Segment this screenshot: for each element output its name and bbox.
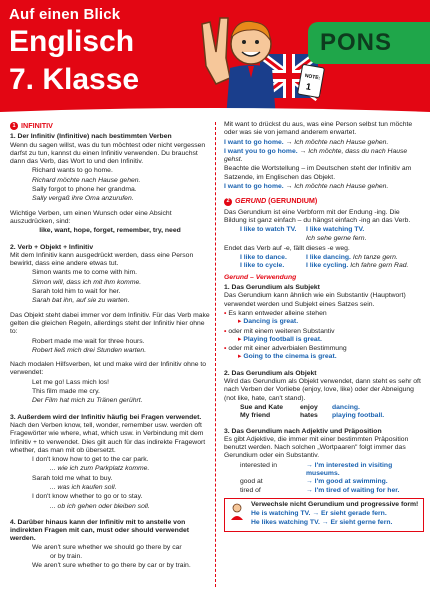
example-translation: Robert ließ mich drei Stunden warten. xyxy=(32,346,147,354)
note-card-text: NOTE: xyxy=(304,72,321,82)
paragraph: Nach modalen Hilfsverben, let und make wird der Infinitiv ohne to verwendet: xyxy=(10,361,207,377)
note-box xyxy=(224,498,424,532)
section-number: 1 xyxy=(10,122,18,130)
example: Playing football is great. xyxy=(243,335,322,343)
paragraph: Wenn du sagen willst, was du tun möchtest oder nicht vergessen darfst zu tun, kannst du einen Infinitiv verwenden. Du brauchst dann das Verb, das Wort to und den Infinitiv. xyxy=(10,141,206,166)
subheading: 2. Das Gerundium als Objekt xyxy=(224,369,317,377)
note-title: Verwechsle nicht Gerundium und progressive form! xyxy=(251,500,419,508)
subheading: 1. Der Infinitiv (Infinitive) nach bestimmten Verben xyxy=(10,133,172,141)
example-translation: Ich sehe gerne fern. xyxy=(306,234,367,242)
example: We aren't sure whether to go there by car or by train. xyxy=(32,562,191,570)
header-banner xyxy=(0,0,430,118)
paragraph: Das Objekt steht dabei immer vor dem Infinitiv. Für das Verb make gelten die gleichen Regeln, allerdings steht der Infinitiv hier ohne to: xyxy=(10,311,210,336)
example: Robert made me wait for three hours. xyxy=(32,337,145,345)
example-translation: Sally vergaß ihre Oma anzurufen. xyxy=(32,195,134,203)
pons-logo: PONS xyxy=(308,22,430,64)
note-example: He likes watching TV. → Er sieht gerne fern. xyxy=(251,519,393,527)
example: I like to cycle. xyxy=(240,262,285,270)
example-translation: ... wie ich zum Parkplatz komme. xyxy=(50,465,150,473)
subheading: 2. Verb + Objekt + Infinitiv xyxy=(10,243,94,251)
example-translation: → Ich möchte nach Hause gehen. xyxy=(285,183,389,191)
example: I like dancing. xyxy=(306,254,351,262)
example-verb: hates xyxy=(300,412,318,420)
example: Richard wants to go home. xyxy=(32,167,113,175)
section-title: GERUND xyxy=(235,196,267,206)
example-verb: enjoy xyxy=(300,403,318,411)
subheading: 4. Darüber hinaus kann der Infinitiv mit to anstelle von indirekten Fragen mit can, must oder should verwendet werden. xyxy=(10,518,190,543)
example-table xyxy=(224,462,424,495)
example: Sarah told him to wait for her. xyxy=(32,288,121,296)
example: Simon wants me to come with him. xyxy=(32,269,138,277)
example-table xyxy=(224,404,424,421)
subheading: 3. Das Gerundium nach Adjektiv und Präposition xyxy=(224,427,382,435)
verb-list: like, want, hope, forget, remember, try, need xyxy=(39,227,181,235)
example: Going to the cinema is great. xyxy=(243,353,337,361)
example-translation: Richard möchte nach Hause gehen. xyxy=(32,176,141,184)
example: → I'm tired of waiting for her. xyxy=(306,486,400,494)
right-column xyxy=(224,118,424,587)
word-pair: interested in xyxy=(240,461,278,469)
bullet-item: • oder mit einer adverbialen Bestimmung xyxy=(224,345,424,353)
example-gerund: dancing. xyxy=(332,403,360,411)
example: → I'm good at swimming. xyxy=(306,478,388,486)
example: I want to go home. xyxy=(224,183,284,191)
mascot-illustration xyxy=(196,6,326,118)
svg-text:1: 1 xyxy=(305,81,312,93)
bullet-item: • oder mit einem weiteren Substantiv xyxy=(224,328,424,336)
example: Sally forgot to phone her grandma. xyxy=(32,186,137,194)
example-translation: Sarah bat ihn, auf sie zu warten. xyxy=(32,297,130,305)
paragraph: Endet das Verb auf -e, fällt dieses -e weg. xyxy=(224,244,350,252)
subheading: 3. Außerdem wird der Infinitiv häufig bei Fragen verwendet. xyxy=(10,413,202,421)
paragraph: Das Gerundium ist eine Verbform mit der Endung -ing. Die Bildung ist ganz einfach – du hängst einfach -ing an das Verb. xyxy=(224,208,411,224)
example-translation: → Ich möchte, dass du nach Hause gehst. xyxy=(224,147,408,164)
note-example: He is watching TV. → Er sieht gerade fern. xyxy=(251,510,387,518)
header-wave xyxy=(0,104,430,118)
example-translation: ... was ich kaufen soll. xyxy=(50,483,117,491)
bullet-item: • Es kann entweder alleine stehen xyxy=(224,310,424,318)
left-column xyxy=(10,118,210,587)
header-grade: 7. Klasse xyxy=(9,63,140,96)
section-gerund-header xyxy=(224,197,424,205)
example: I don't know how to get to the car park. xyxy=(32,456,149,464)
paragraph: Beachte die Wortstellung – im Deutschen steht der Infinitiv am Satzende, im Englischen das Objekt. xyxy=(224,165,412,181)
example-translation: Ich fahre gern Rad. xyxy=(350,262,409,270)
example: Sarah told me what to buy. xyxy=(32,474,113,482)
example: I like cycling. xyxy=(306,262,349,270)
word-pair: tired of xyxy=(240,486,261,494)
example: We aren't sure whether we should go there by car xyxy=(32,543,182,551)
header-subtitle: Auf einen Blick xyxy=(9,6,121,23)
paragraph: Das Gerundium kann ähnlich wie ein Substantiv (Hauptwort) verwendet werden und Subjekt eines Satzes sein. xyxy=(224,292,406,308)
example: I like to watch TV. xyxy=(240,226,297,234)
example-translation: Ich tanze gern. xyxy=(352,254,398,262)
paragraph: Es gibt Adjektive, die immer mit einer bestimmten Präposition benutzt werden. Nach solchen „Wortpaaren" folgt immer das Gerundium oder ein Substantiv. xyxy=(224,435,409,460)
example-subject: Sue and Kate xyxy=(240,403,284,411)
word-pair: good at xyxy=(240,478,263,486)
teacher-icon xyxy=(228,502,246,520)
example: I want to go home. xyxy=(224,138,284,146)
example: → I'm interested in visiting museums. xyxy=(306,461,393,477)
example-translation: ... ob ich gehen oder bleiben soll. xyxy=(50,502,150,510)
section-title-de: (GERUNDIUM) xyxy=(268,196,318,206)
example-table xyxy=(224,254,424,271)
example: I want you to go home. xyxy=(224,147,298,155)
example: This film made me cry. xyxy=(32,388,100,396)
section-number: 2 xyxy=(224,198,232,206)
example-table xyxy=(224,226,424,243)
header-title: Englisch xyxy=(9,25,135,58)
subsection-title: Gerund – Verwendung xyxy=(224,273,297,281)
subheading: 1. Das Gerundium als Subjekt xyxy=(224,284,320,292)
section-title: INFINITIV xyxy=(21,121,53,130)
example-translation: → Ich möchte nach Hause gehen. xyxy=(285,138,389,146)
example: I like to dance. xyxy=(240,254,287,262)
example-translation: Simon will, dass ich mit ihm komme. xyxy=(32,278,142,286)
example-subject: My friend xyxy=(240,412,271,420)
paragraph: Mit want to drückst du aus, was eine Person selbst tun möchte oder was sie von jemand anderem erwartet. xyxy=(224,121,413,137)
example-translation: Der Film hat mich zu Tränen gerührt. xyxy=(32,397,143,405)
example: or by train. xyxy=(50,553,83,561)
paragraph: Nach den Verben know, tell, wonder, remember usw. werden oft Fragewörter wie where, what, which usw. in Verbindung mit dem Infinitiv + to verwendet. Dies gilt auch für das indirekte Fragewort whether, das man mit ob übersetzt. xyxy=(10,421,206,454)
paragraph: Wird das Gerundium als Objekt verwendet, dann steht es sehr oft nach Verben der Vorliebe (enjoy, love, like) oder der Abneigung (not like, hate, can't stand). xyxy=(224,378,421,402)
paragraph: Wichtige Verben, um einen Wunsch oder eine Absicht auszudrücken, sind: xyxy=(10,209,172,225)
section-infinitiv-header xyxy=(10,122,210,130)
example: Let me go! Lass mich los! xyxy=(32,378,110,386)
example-gerund: playing football. xyxy=(332,412,385,420)
paragraph: Mit dem Infinitiv kann ausgedrückt werden, dass eine Person bewirkt, dass eine andere etwas tut. xyxy=(10,251,194,268)
example: I like watching TV. xyxy=(306,226,365,234)
column-divider xyxy=(215,122,216,587)
example: I don't know whether to go or to stay. xyxy=(32,493,143,501)
example: Dancing is great. xyxy=(243,318,299,326)
